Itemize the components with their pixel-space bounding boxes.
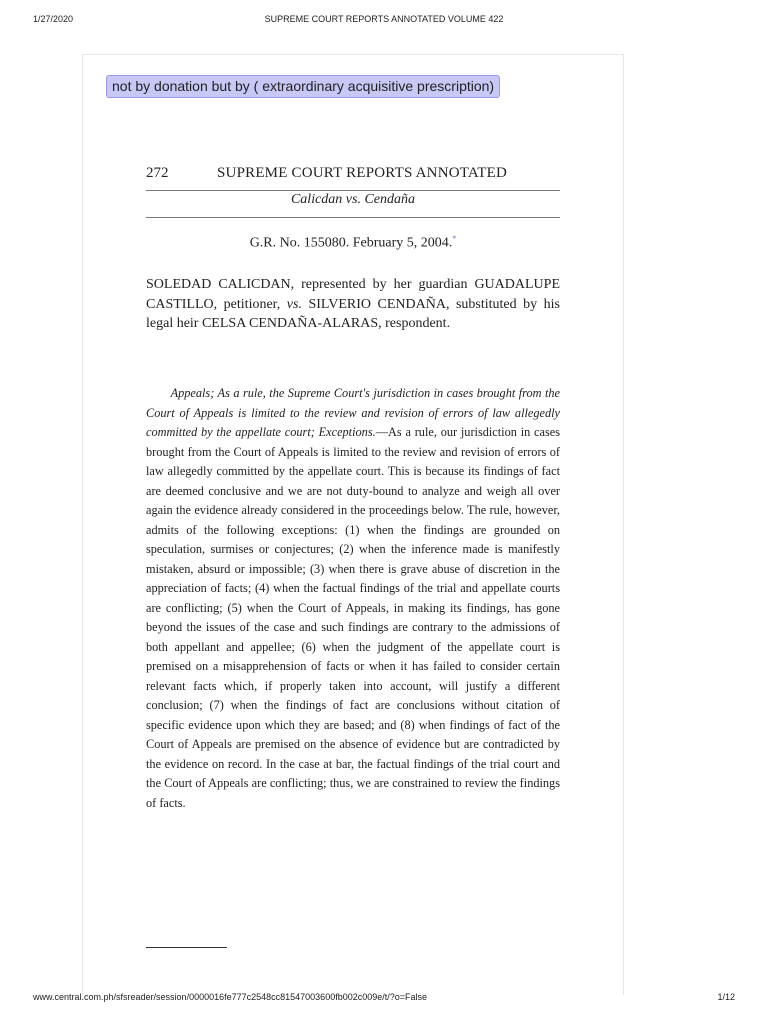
headnote-italic-lead: Appeals; As a rule, the Supreme Court's jurisdiction in cases brought from the Court of Appeals is limited to the review and revision of errors of law allegedly committed by the appellate court; Exceptions.: [146, 386, 560, 439]
parties-petitioner: SOLEDAD CALICDAN, represented by her guardian GUADALUPE CASTILLO, petitioner,: [146, 277, 560, 312]
footnote-rule: [146, 947, 227, 948]
highlight-annotation[interactable]: not by donation but by ( extraordinary acquisitive prescription): [106, 75, 500, 98]
header-rule: [146, 190, 560, 191]
document-page: [82, 54, 624, 995]
print-title: SUPREME COURT REPORTS ANNOTATED VOLUME 422: [264, 14, 504, 24]
print-header: [0, 14, 768, 28]
headnote-body: —As a rule, our jurisdiction in cases brought from the Court of Appeals is limited to the review and revision of errors of law allegedly committed by the appellate court. This is because its findings of fact are deemed conclusive and we are not duty-bound to analyze and weigh all over again the evidence already considered in the proceedings below. The rule, however, admits of the following exceptions: (1) when the findings are grounded on speculation, surmises or conjectures; (2) when the inference made is manifestly mistaken, absurd or impossible; (3) when there is grave abuse of discretion in the appreciation of facts; (4) when the factual findings of the trial and appellate courts are conflicting; (5) when the Court of Appeals, in making its findings, has gone beyond the issues of the case and such findings are contrary to the admissions of both appellant and appellee; (6) when the judgment of the appellate court is premised on a misapprehension of facts or when it has failed to consider certain relevant facts which, if properly taken into account, will justify a different conclusion; (7) when the findings of fact are conclusions without citation of specific evidence upon which they are based; and (8) when findings of fact of the Court of Appeals are premised on the absence of evidence but are contradicted by the evidence on record. In the case at bar, the factual findings of the trial court and the Court of Appeals are conflicting; thus, we are constrained to review the findings of facts.: [146, 425, 560, 810]
print-date: 1/27/2020: [33, 14, 74, 24]
header-rule: [146, 217, 560, 218]
gr-text: G.R. No. 155080. February 5, 2004.: [249, 235, 453, 251]
headnote: [146, 384, 560, 813]
running-head: [146, 165, 560, 185]
parties-respondent: SILVERIO CENDAÑA, substituted by his legal heir CELSA CENDAÑA-ALARAS, respondent.: [146, 296, 561, 331]
print-footer: [0, 992, 768, 1006]
print-url: www.central.com.ph/sfsreader/session/0000016fe777c2548cc81547003600fb002c009e/t/?o=False: [33, 992, 428, 1002]
page-number: 272: [146, 165, 169, 181]
parties: [146, 275, 560, 334]
print-page-count: 1/12: [717, 992, 735, 1002]
parties-vs: vs.: [286, 296, 302, 312]
running-title: SUPREME COURT REPORTS ANNOTATED: [217, 165, 508, 181]
footnote-marker-link[interactable]: *: [452, 234, 457, 243]
gr-number-line: [146, 234, 560, 252]
case-short-title: Calicdan vs. Cendaña: [290, 192, 416, 207]
